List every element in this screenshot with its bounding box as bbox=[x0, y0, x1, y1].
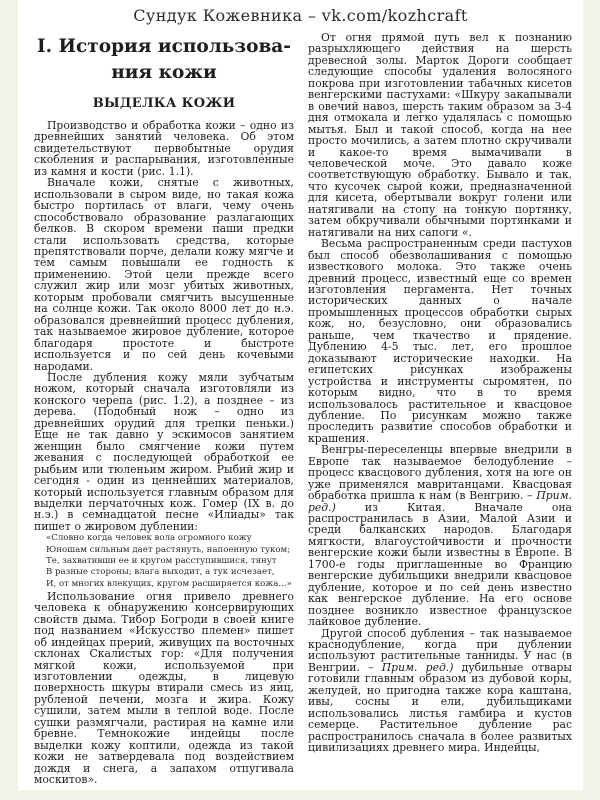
book-page bbox=[18, 0, 583, 790]
left-column bbox=[34, 32, 294, 786]
poem-line: Те, захвативши ее и кругом расступившися, тянут bbox=[46, 555, 277, 566]
paragraph: Использование огня привело древнего человека к обнаружению консервирующих свойств дыма. Тибор Богроди в своей книге под названием «Искусство племен» пишет об индейцах прерий, живущих па восточных склонах Скалистых гор: «Для получения мягкой кожи, используемой при изготовлении одежды, в лицевую поверхность шкуры втирали смесь из яиц, рубленой печени, мозга и жира. Кожу сушили, затем мыли в теплой воде. После сушки размягчали, растирая на камне или бревне. Темнокожие индейцы после выделки кожу коптили, одежда из такой кожи не затвердевала под воздействием дождя и снега, а запахом отпугивала москитов». bbox=[34, 589, 294, 787]
paragraph: Венгры-переселенцы впервые внедрили в Европе так называемое белодубление – процесс квасцового дубления, хотя на юге он уже применялся мавританцами. Квасцовая обработка пришла к нам (в Венгрию. – Прим. ред.) из Китая. Вначале она распространилась в Азии, Малой Азии и среди балканских народов. Благодаря мягкости, влагоустойчивости и прочности венгерские кожи были известны в Европе. В 1700-е годы приглашенные во Францию венгерские дубильщики внедрили квасцовое дубление, которое и по сей день известно как венгерское дубление. На его основе позднее возникло известное французское лайковое дубление. bbox=[308, 443, 572, 629]
paragraph: Весьма распространенным среди пастухов был способ обезволашивания с помощью известкового молока. Это также очень древний процесс, известный еще со времен изготовления пергамента. Нет точных исторических данных о начале промышленных процессов обработки сырых кож, но, безусловно, они образовались раньше, чем ткачество и прядение. Дублению 4-5 тыс. лет, его прошлое доказывают исторические находки. На египетских рисунках изображены устройства и инструменты сыромятен, по которым видно, что в то время использовалось растительное и квасцовое дубление. По рисункам можно также проследить развитие способов обработки и крашения. bbox=[308, 237, 572, 445]
paragraph: Производство и обработка кожи – одно из древнейших занятий человека. Об этом свидетельствуют первобытные орудия скобления и распарывания, изготовленные из камня и кости (рис. 1.1). bbox=[34, 119, 294, 178]
poem-line: И, от многих влекущих, кругом расширяется кожа...» bbox=[46, 578, 292, 589]
paragraph: Вначале кожи, снятые с животных, использовали в сыром виде, но такая кожа быстро портилась от влаги, чему очень способствовало образование разлагающих белков. В скором времени паши предки стали использовать средства, которые препятствовали порче, делали кожу мягче и тем самым повышали ее годность к применению. Этой цели прежде всего служил жир или мозг убитых животных, которым пробовали смягчить высушенные на солнце кожи. Так около 8000 лет до н.э. образовался древнейший процесс дубления, так называемое жировое дубление, которое благодаря простоте и быстроте используется и по сей день кочевыми народами. bbox=[34, 176, 294, 373]
chapter-title-line1: I. История использова- bbox=[37, 36, 291, 57]
poem-quote bbox=[46, 533, 294, 589]
poem-line: В разные стороны; влага выходит, а тук исчезает, bbox=[46, 567, 275, 578]
paragraph: Другой способ дубления – так называемое краснодубление, когда при дублении используют растительные танниды. У нас (в Венгрии. – Прим. ред.) дубильные отвары готовили главным образом из дубовой коры, желудей, но пригодна также кора каштана, ивы, сосны и ели, дубильщиками использовались листья гамбира и кустов семерце. Растительное дубление рас распространилось сначала в более развитых цивилизациях древнего мира. Индейцы, bbox=[308, 626, 573, 755]
chapter-title-line2: ния кожи bbox=[111, 62, 217, 83]
poem-line: «Словно когда человек вола огромного кожу bbox=[46, 533, 252, 544]
right-column bbox=[308, 32, 572, 786]
two-column-layout bbox=[18, 25, 583, 786]
chapter-title bbox=[34, 34, 294, 86]
paragraph: После дубления кожу мяли зубчатым ножом, который сначала изготовляли из конского черепа (рис. 1.2), а позднее – из дерева. (Подобный нож – одно из древнейших орудий для трепки пеньки.) Еще не так давно у эскимосов занятием женщин было смягчение кожи путем жевания с последующей обработкой ее рыбьим или тюленьим жиром. Рыбий жир и сегодня - один из ценнейших материалов, который используется главным образом для выделки перчаточных кож. Гомер (IX в. до н.э.) в семнадцатой песне «Илиады» так пишет о жировом дублении: bbox=[34, 370, 294, 533]
page-header: Сундук Кожевника – vk.com/kozhcraft bbox=[133, 6, 468, 25]
section-subtitle: ВЫДЕЛКА КОЖИ bbox=[92, 96, 236, 111]
paragraph: От огня прямой путь вел к познанию разрыхляющего действия на шерсть древесной золы. Марток Дороги сообщает следующие способы удаления волосяного покрова при изготовлении табачных кисетов венгерскими пастухами: «Шкуру закапывали в овечий навоз, шерсть таким образом за 3-4 дня отмокала и легко удалялась с помощью мытья. Был и такой способ, когда на нее просто мочились, а затем плотно скручивали и какое-то время вымачивали в человеческой моче. Это давало коже соответствующую обработку. Бывало и так, что кусочек сырой кожи, предназначенной для кисета, обертывали вокруг голени или натягивали на стопу на тонкую портянку, затем обкручивали обычными портянками и натягивали на них сапоги «. bbox=[308, 31, 572, 239]
poem-line: Юношам сильным дает растянуть, напоенную туком; bbox=[46, 544, 291, 555]
